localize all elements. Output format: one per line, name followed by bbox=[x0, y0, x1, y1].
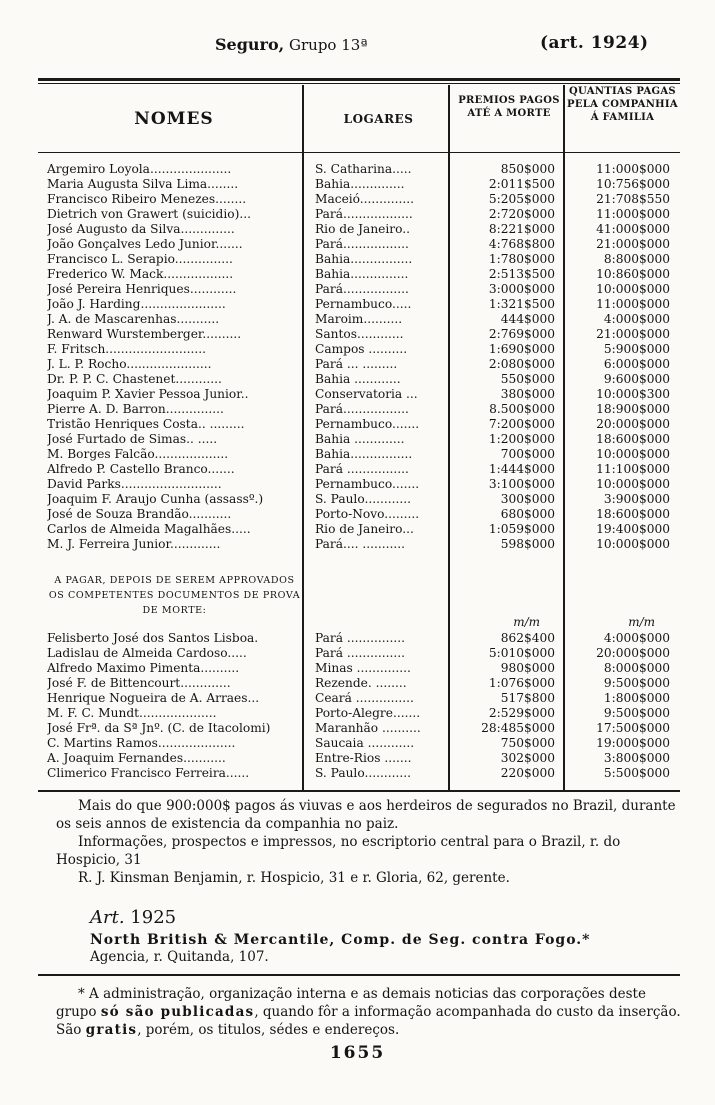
table-row bbox=[38, 661, 680, 676]
table-row bbox=[38, 721, 680, 736]
header-names: NOMES bbox=[134, 109, 214, 129]
cell-premium: 300$000 bbox=[500, 492, 555, 506]
cell-place: Ceará ............... bbox=[315, 691, 414, 705]
cell-place: Pará ............... bbox=[315, 631, 405, 645]
cell-premium: 980$000 bbox=[500, 661, 555, 675]
cell-paid: 6:000$000 bbox=[603, 357, 670, 371]
cell-paid: 11:000$000 bbox=[596, 297, 670, 311]
cell-place: Saucaia ............ bbox=[315, 736, 415, 750]
cell-premium: 2:769$000 bbox=[488, 327, 555, 341]
cell-premium: 2:720$000 bbox=[488, 207, 555, 221]
cell-place: Pernambuco....... bbox=[315, 477, 420, 491]
cell-name: Dietrich von Grawert (suicidio)... bbox=[47, 207, 251, 221]
unit-paid: m/m bbox=[628, 615, 655, 629]
header-paid: QUANTIAS PAGAS PELA COMPANHIA Á FAMILIA bbox=[567, 86, 678, 123]
table-bottom-rule bbox=[38, 790, 680, 792]
cell-premium: 517$800 bbox=[500, 691, 555, 705]
note-manager: R. J. Kinsman Benjamin, r. Hospicio, 31 e r. Gloria, 62, gerente. bbox=[78, 870, 510, 886]
pending-subheading: A PAGAR, DEPOIS DE SEREM APPROVADOS OS COMPETENTES DOCUMENTOS DE PROVA DE MORTE: bbox=[48, 575, 301, 616]
cell-premium: 862$400 bbox=[500, 631, 555, 645]
cell-name: José Furtado de Simas.. ..... bbox=[47, 432, 218, 446]
cell-premium: 1:780$000 bbox=[488, 252, 555, 266]
cell-name: José de Souza Brandão........... bbox=[47, 507, 232, 521]
cell-paid: 10:000$000 bbox=[596, 477, 670, 491]
footnote-part3: , porém, os titulos, sédes e endereços. bbox=[137, 1022, 400, 1038]
cell-premium: 680$000 bbox=[500, 507, 555, 521]
cell-premium: 1:059$000 bbox=[488, 522, 555, 536]
cell-name: Alfredo P. Castello Branco....... bbox=[47, 462, 235, 476]
table-row bbox=[38, 507, 680, 522]
cell-place: Conservatoria ... bbox=[315, 387, 418, 401]
cell-paid: 21:708$550 bbox=[596, 192, 670, 206]
cell-place: Entre-Rios ....... bbox=[315, 751, 412, 765]
table-row bbox=[38, 357, 680, 372]
cell-paid: 10:000$000 bbox=[596, 537, 670, 551]
cell-paid: 19:000$000 bbox=[596, 736, 670, 750]
cell-premium: 750$000 bbox=[500, 736, 555, 750]
cell-place: Pará.... ........... bbox=[315, 537, 405, 551]
cell-paid: 20:000$000 bbox=[596, 646, 670, 660]
table-row bbox=[38, 477, 680, 492]
cell-place: Porto-Novo......... bbox=[315, 507, 420, 521]
cell-name: Francisco Ribeiro Menezes........ bbox=[47, 192, 247, 206]
cell-place: Pernambuco....... bbox=[315, 417, 420, 431]
cell-place: Bahia ............ bbox=[315, 372, 401, 386]
cell-premium: 1:690$000 bbox=[488, 342, 555, 356]
table-row bbox=[38, 342, 680, 357]
table-row bbox=[38, 327, 680, 342]
cell-name: Felisberto José dos Santos Lisboa. bbox=[47, 631, 259, 645]
cell-paid: 3:800$000 bbox=[603, 751, 670, 765]
table-row bbox=[38, 691, 680, 706]
cell-premium: 3:000$000 bbox=[488, 282, 555, 296]
payments-table bbox=[38, 85, 680, 790]
footnote bbox=[56, 985, 686, 1039]
cell-premium: 1:200$000 bbox=[488, 432, 555, 446]
cell-paid: 18:900$000 bbox=[596, 402, 670, 416]
cell-place: Campos .......... bbox=[315, 342, 408, 356]
cell-premium: 598$000 bbox=[500, 537, 555, 551]
cell-place: Bahia ............. bbox=[315, 432, 405, 446]
cell-premium: 850$000 bbox=[500, 162, 555, 176]
running-head-article: (art. 1924) bbox=[540, 33, 649, 53]
note-information: Informações, prospectos e impressos, no escriptorio central para o Brazil, r. do Hospicio, 31 bbox=[56, 834, 621, 868]
section-name: Seguro, bbox=[215, 35, 285, 54]
cell-place: Bahia............... bbox=[315, 267, 409, 281]
cell-place: Pará................. bbox=[315, 237, 409, 251]
cell-name: Maria Augusta Silva Lima........ bbox=[47, 177, 239, 191]
table-row bbox=[38, 631, 680, 646]
cell-place: Maceió.............. bbox=[315, 192, 415, 206]
table-row bbox=[38, 736, 680, 751]
cell-paid: 19:400$000 bbox=[596, 522, 670, 536]
table-row bbox=[38, 646, 680, 661]
cell-place: S. Paulo............ bbox=[315, 766, 411, 780]
company-name: North British & Mercantile, Comp. de Seg. contra Fogo.* bbox=[90, 932, 591, 948]
cell-place: S. Catharina..... bbox=[315, 162, 412, 176]
cell-premium: 28:485$000 bbox=[481, 721, 555, 735]
cell-name: Argemiro Loyola..................... bbox=[47, 162, 232, 176]
table-row bbox=[38, 447, 680, 462]
table-row bbox=[38, 162, 680, 177]
table-row bbox=[38, 192, 680, 207]
cell-name: João J. Harding...................... bbox=[47, 297, 226, 311]
cell-paid: 5:900$000 bbox=[603, 342, 670, 356]
cell-premium: 7:200$000 bbox=[488, 417, 555, 431]
cell-paid: 3:900$000 bbox=[603, 492, 670, 506]
table-row bbox=[38, 222, 680, 237]
cell-paid: 10:000$300 bbox=[596, 387, 670, 401]
cell-place: Rio de Janeiro... bbox=[315, 522, 414, 536]
header-premiums: PREMIOS PAGOS ATÉ A MORTE bbox=[458, 95, 560, 119]
cell-paid: 10:000$000 bbox=[596, 447, 670, 461]
page-number: 1655 bbox=[329, 1043, 386, 1063]
cell-name: Renward Wurstemberger.......... bbox=[47, 327, 242, 341]
cell-name: C. Martins Ramos.................... bbox=[47, 736, 236, 750]
cell-place: Bahia................ bbox=[315, 252, 413, 266]
cell-name: Frederico W. Mack.................. bbox=[47, 267, 234, 281]
cell-name: Climerico Francisco Ferreira...... bbox=[47, 766, 250, 780]
cell-paid: 18:600$000 bbox=[596, 432, 670, 446]
cell-premium: 8.500$000 bbox=[489, 402, 555, 416]
cell-premium: 2:513$500 bbox=[488, 267, 555, 281]
header-rule bbox=[38, 152, 680, 153]
cell-name: José Augusto da Silva.............. bbox=[47, 222, 235, 236]
article-heading bbox=[90, 907, 176, 928]
table-row bbox=[38, 267, 680, 282]
cell-premium: 444$000 bbox=[500, 312, 555, 326]
cell-premium: 2:011$500 bbox=[488, 177, 555, 191]
cell-name: José Frª. da Sª Jnº. (C. de Itacolomi) bbox=[47, 721, 271, 735]
cell-paid: 9:600$000 bbox=[603, 372, 670, 386]
cell-paid: 17:500$000 bbox=[596, 721, 670, 735]
cell-paid: 10:000$000 bbox=[596, 282, 670, 296]
table-row bbox=[38, 297, 680, 312]
cell-name: M. F. C. Mundt.................... bbox=[47, 706, 217, 720]
cell-place: Pará................. bbox=[315, 402, 409, 416]
table-row bbox=[38, 492, 680, 507]
running-head bbox=[0, 32, 715, 58]
top-rule-thin bbox=[38, 83, 680, 84]
cell-place: Rio de Janeiro.. bbox=[315, 222, 410, 236]
cell-premium: 2:529$000 bbox=[488, 706, 555, 720]
cell-name: Joaquim P. Xavier Pessoa Junior.. bbox=[47, 387, 249, 401]
cell-name: M. Borges Falcão................... bbox=[47, 447, 229, 461]
table-row bbox=[38, 312, 680, 327]
cell-name: José F. de Bittencourt............. bbox=[47, 676, 231, 690]
cell-name: João Gonçalves Ledo Junior....... bbox=[47, 237, 243, 251]
cell-paid: 11:000$000 bbox=[596, 207, 670, 221]
table-row bbox=[38, 177, 680, 192]
cell-name: F. Fritsch.......................... bbox=[47, 342, 207, 356]
top-rule-thick bbox=[38, 78, 680, 81]
company-notes bbox=[56, 797, 686, 887]
table-row bbox=[38, 282, 680, 297]
cell-paid: 5:500$000 bbox=[603, 766, 670, 780]
cell-place: Maranhão .......... bbox=[315, 721, 421, 735]
cell-paid: 41:000$000 bbox=[596, 222, 670, 236]
cell-name: Francisco L. Serapio............... bbox=[47, 252, 233, 266]
cell-place: S. Paulo............ bbox=[315, 492, 411, 506]
cell-name: M. J. Ferreira Junior............. bbox=[47, 537, 221, 551]
cell-name: Henrique Nogueira de A. Arraes... bbox=[47, 691, 260, 705]
table-row bbox=[38, 417, 680, 432]
cell-premium: 1:321$500 bbox=[488, 297, 555, 311]
footnote-rule bbox=[38, 974, 680, 976]
cell-premium: 8:221$000 bbox=[488, 222, 555, 236]
cell-name: José Pereira Henriques............ bbox=[47, 282, 237, 296]
cell-paid: 18:600$000 bbox=[596, 507, 670, 521]
cell-name: Alfredo Maximo Pimenta.......... bbox=[47, 661, 240, 675]
cell-premium: 5:010$000 bbox=[488, 646, 555, 660]
article-label: Art. bbox=[90, 907, 125, 928]
cell-premium: 220$000 bbox=[500, 766, 555, 780]
table-row bbox=[38, 237, 680, 252]
cell-name: Ladislau de Almeida Cardoso..... bbox=[47, 646, 247, 660]
table-row bbox=[38, 766, 680, 781]
cell-place: Santos............ bbox=[315, 327, 404, 341]
running-head-title bbox=[215, 35, 367, 54]
agency-address: Agencia, r. Quitanda, 107. bbox=[90, 949, 269, 965]
table-row bbox=[38, 252, 680, 267]
article-number: 1925 bbox=[130, 907, 177, 928]
cell-name: Dr. P. P. C. Chastenet............ bbox=[47, 372, 222, 386]
cell-place: Bahia.............. bbox=[315, 177, 405, 191]
table-row bbox=[38, 372, 680, 387]
table-row bbox=[38, 207, 680, 222]
cell-place: Rezende. ........ bbox=[315, 676, 407, 690]
cell-paid: 11:000$000 bbox=[596, 162, 670, 176]
cell-place: Minas .............. bbox=[315, 661, 411, 675]
cell-paid: 1:800$000 bbox=[603, 691, 670, 705]
cell-premium: 3:100$000 bbox=[488, 477, 555, 491]
footnote-part1: * A administração, organização interna e as demais noticias das corporações deste grupo bbox=[56, 986, 646, 1020]
note-payments: Mais do que 900:000$ pagos ás viuvas e aos herdeiros de segurados no Brazil, durante os seis annos de existencia da companhia no paiz. bbox=[56, 798, 676, 832]
cell-place: Pará ............... bbox=[315, 646, 405, 660]
cell-paid: 4:000$000 bbox=[603, 312, 670, 326]
cell-name: Joaquim F. Araujo Cunha (assassº.) bbox=[47, 492, 264, 506]
cell-name: J. A. de Mascarenhas........... bbox=[47, 312, 220, 326]
cell-name: J. L. P. Rocho...................... bbox=[47, 357, 212, 371]
footnote-part2: , quando fôr a informação acompanhada do custo da inserção. São bbox=[56, 1004, 681, 1038]
cell-paid: 4:000$000 bbox=[603, 631, 670, 645]
cell-paid: 8:800$000 bbox=[603, 252, 670, 266]
cell-name: David Parks.......................... bbox=[47, 477, 222, 491]
cell-name: A. Joaquim Fernandes........... bbox=[47, 751, 226, 765]
header-places: LOGARES bbox=[343, 112, 414, 126]
cell-paid: 21:000$000 bbox=[596, 327, 670, 341]
cell-premium: 4:768$800 bbox=[488, 237, 555, 251]
table-row bbox=[38, 402, 680, 417]
cell-place: Pará ................ bbox=[315, 462, 409, 476]
cell-paid: 10:860$000 bbox=[596, 267, 670, 281]
table-row bbox=[38, 387, 680, 402]
cell-premium: 302$000 bbox=[500, 751, 555, 765]
cell-premium: 5:205$000 bbox=[488, 192, 555, 206]
table-row bbox=[38, 462, 680, 477]
cell-place: Pará ... ......... bbox=[315, 357, 398, 371]
table-row bbox=[38, 751, 680, 766]
footnote-emphasis-2: gratis bbox=[85, 1022, 138, 1038]
table-row bbox=[38, 537, 680, 552]
cell-paid: 20:000$000 bbox=[596, 417, 670, 431]
cell-premium: 550$000 bbox=[500, 372, 555, 386]
cell-paid: 10:756$000 bbox=[596, 177, 670, 191]
cell-premium: 2:080$000 bbox=[488, 357, 555, 371]
group-label: Grupo 13ª bbox=[289, 36, 368, 54]
unit-premium: m/m bbox=[513, 615, 540, 629]
rows-paid-claims bbox=[38, 162, 680, 552]
rows-pending-claims bbox=[38, 631, 680, 781]
table-row bbox=[38, 522, 680, 537]
cell-premium: 1:444$000 bbox=[488, 462, 555, 476]
cell-paid: 9:500$000 bbox=[603, 676, 670, 690]
cell-paid: 11:100$000 bbox=[596, 462, 670, 476]
cell-premium: 380$000 bbox=[500, 387, 555, 401]
cell-place: Pará.................. bbox=[315, 207, 413, 221]
footnote-emphasis-1: só são publicadas bbox=[100, 1004, 255, 1020]
cell-place: Bahia................ bbox=[315, 447, 413, 461]
cell-paid: 9:500$000 bbox=[603, 706, 670, 720]
cell-place: Pernambuco..... bbox=[315, 297, 412, 311]
cell-name: Tristão Henriques Costa.. ......... bbox=[47, 417, 245, 431]
cell-place: Porto-Alegre....... bbox=[315, 706, 421, 720]
cell-paid: 8:000$000 bbox=[603, 661, 670, 675]
cell-premium: 700$000 bbox=[500, 447, 555, 461]
cell-place: Pará................. bbox=[315, 282, 409, 296]
table-row bbox=[38, 676, 680, 691]
cell-place: Maroim.......... bbox=[315, 312, 403, 326]
table-row bbox=[38, 706, 680, 721]
table-row bbox=[38, 432, 680, 447]
cell-name: Pierre A. D. Barron............... bbox=[47, 402, 224, 416]
cell-premium: 1:076$000 bbox=[488, 676, 555, 690]
cell-name: Carlos de Almeida Magalhães..... bbox=[47, 522, 251, 536]
cell-paid: 21:000$000 bbox=[596, 237, 670, 251]
